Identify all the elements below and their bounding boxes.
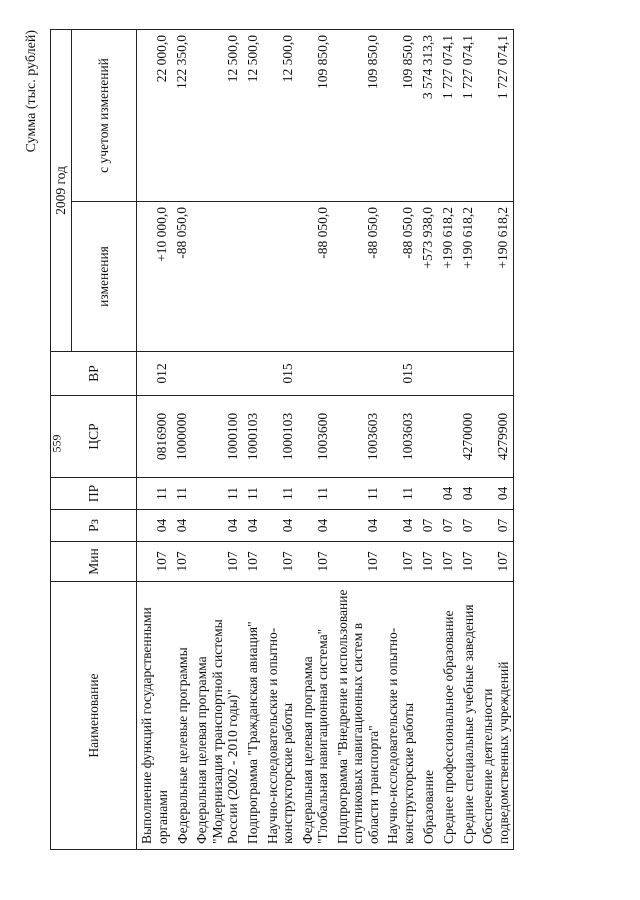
cell-min: 107	[298, 542, 333, 582]
table-row	[137, 30, 173, 850]
cell-change: -88 050,0	[383, 202, 418, 352]
cell-vr	[418, 352, 438, 396]
header-min: Мин	[51, 542, 137, 582]
cell-total: 1 727 074,1	[478, 30, 514, 202]
cell-pr: 11	[172, 478, 192, 510]
table-row	[383, 30, 418, 850]
cell-csr	[438, 396, 458, 478]
cell-rz: 04	[137, 510, 173, 542]
table-row	[192, 30, 243, 850]
cell-csr	[418, 396, 438, 478]
cell-vr	[438, 352, 458, 396]
cell-pr: 04	[458, 478, 478, 510]
cell-csr: 1000103	[263, 396, 298, 478]
cell-change: -88 050,0	[298, 202, 333, 352]
cell-total: 22 000,0	[137, 30, 173, 202]
cell-pr: 11	[333, 478, 384, 510]
cell-vr	[333, 352, 384, 396]
cell-total: 1 727 074,1	[458, 30, 478, 202]
table-row	[458, 30, 478, 850]
cell-csr: 4270000	[458, 396, 478, 478]
cell-name: Выполнение функций государственными органами	[137, 582, 173, 850]
cell-min: 107	[333, 542, 384, 582]
cell-pr: 04	[478, 478, 514, 510]
cell-name: Средние специальные учебные заведения	[458, 582, 478, 850]
cell-min: 107	[383, 542, 418, 582]
cell-total: 109 850,0	[333, 30, 384, 202]
cell-rz: 04	[298, 510, 333, 542]
table-body	[137, 30, 514, 850]
cell-vr	[243, 352, 263, 396]
cell-total: 1 727 074,1	[438, 30, 458, 202]
cell-change: -88 050,0	[333, 202, 384, 352]
cell-csr: 1003603	[383, 396, 418, 478]
header-csr: ЦСР	[51, 396, 137, 478]
cell-rz: 07	[438, 510, 458, 542]
cell-rz: 04	[192, 510, 243, 542]
cell-vr	[172, 352, 192, 396]
cell-change: +573 938,0	[418, 202, 438, 352]
table-row	[172, 30, 192, 850]
cell-min: 107	[418, 542, 438, 582]
cell-min: 107	[192, 542, 243, 582]
cell-min: 107	[172, 542, 192, 582]
budget-table-container	[24, 30, 610, 850]
cell-csr: 1000000	[172, 396, 192, 478]
cell-name: Образование	[418, 582, 438, 850]
cell-total: 109 850,0	[298, 30, 333, 202]
unit-label: Сумма (тыс. рублей)	[24, 30, 39, 153]
cell-rz: 04	[172, 510, 192, 542]
table-row	[263, 30, 298, 850]
cell-name: Научно-исследовательские и опытно-конструкторские работы	[263, 582, 298, 850]
cell-name: Федеральная целевая программа "Модернизация транспортной системы России (2002 - 2010 годы)"	[192, 582, 243, 850]
cell-name: Подпрограмма "Внедрение и использование спутниковых навигационных систем в области транспорта"	[333, 582, 384, 850]
header-vr: ВР	[51, 352, 137, 396]
cell-vr: 015	[263, 352, 298, 396]
table-row	[438, 30, 458, 850]
cell-min: 107	[438, 542, 458, 582]
cell-rz: 04	[243, 510, 263, 542]
page-number: 559	[49, 434, 64, 453]
cell-min: 107	[458, 542, 478, 582]
cell-name: Федеральные целевые программы	[172, 582, 192, 850]
cell-vr: 015	[383, 352, 418, 396]
cell-name: Подпрограмма "Гражданская авиация"	[243, 582, 263, 850]
cell-csr: 1003600	[298, 396, 333, 478]
cell-rz: 04	[383, 510, 418, 542]
cell-pr: 11	[263, 478, 298, 510]
cell-total: 122 350,0	[172, 30, 192, 202]
cell-change: +190 618,2	[458, 202, 478, 352]
table-row	[333, 30, 384, 850]
header-name: Наименование	[51, 582, 137, 850]
cell-min: 107	[137, 542, 173, 582]
cell-name: Федеральная целевая программа "Глобальная навигационная система"	[298, 582, 333, 850]
cell-min: 107	[263, 542, 298, 582]
header-pr: ПР	[51, 478, 137, 510]
cell-vr	[458, 352, 478, 396]
cell-rz: 07	[478, 510, 514, 542]
cell-rz: 04	[333, 510, 384, 542]
cell-vr	[298, 352, 333, 396]
table-row	[418, 30, 438, 850]
cell-change: -88 050,0	[172, 202, 192, 352]
cell-csr: 1000103	[243, 396, 263, 478]
cell-vr	[478, 352, 514, 396]
cell-vr: 012	[137, 352, 173, 396]
cell-pr: 11	[383, 478, 418, 510]
cell-total: 12 500,0	[263, 30, 298, 202]
cell-change	[243, 202, 263, 352]
cell-csr: 0816900	[137, 396, 173, 478]
budget-table	[50, 29, 514, 850]
table-row	[478, 30, 514, 850]
cell-change: +190 618,2	[478, 202, 514, 352]
cell-total: 12 500,0	[243, 30, 263, 202]
cell-min: 107	[243, 542, 263, 582]
cell-name: Научно-исследовательские и опытно-конструкторские работы	[383, 582, 418, 850]
cell-change: +190 618,2	[438, 202, 458, 352]
header-rz: Рз	[51, 510, 137, 542]
cell-pr: 11	[243, 478, 263, 510]
cell-rz: 07	[458, 510, 478, 542]
cell-total: 109 850,0	[383, 30, 418, 202]
cell-pr: 11	[137, 478, 173, 510]
header-year: 2009 год	[51, 30, 72, 352]
cell-change	[192, 202, 243, 352]
cell-vr	[192, 352, 243, 396]
table-row	[298, 30, 333, 850]
cell-min: 107	[478, 542, 514, 582]
cell-name: Среднее профессиональное образование	[438, 582, 458, 850]
table-row	[243, 30, 263, 850]
cell-change: +10 000,0	[137, 202, 173, 352]
cell-pr	[418, 478, 438, 510]
header-with-changes: с учетом изменений	[72, 30, 137, 202]
cell-csr: 1003603	[333, 396, 384, 478]
cell-rz: 04	[263, 510, 298, 542]
header-changes: изменения	[72, 202, 137, 352]
cell-csr: 1000100	[192, 396, 243, 478]
cell-pr: 11	[298, 478, 333, 510]
cell-csr: 4279900	[478, 396, 514, 478]
cell-total: 3 574 313,3	[418, 30, 438, 202]
cell-rz: 07	[418, 510, 438, 542]
cell-pr: 11	[192, 478, 243, 510]
cell-pr: 04	[438, 478, 458, 510]
cell-total: 12 500,0	[192, 30, 243, 202]
cell-name: Обеспечение деятельности подведомственных учреждений	[478, 582, 514, 850]
cell-change	[263, 202, 298, 352]
